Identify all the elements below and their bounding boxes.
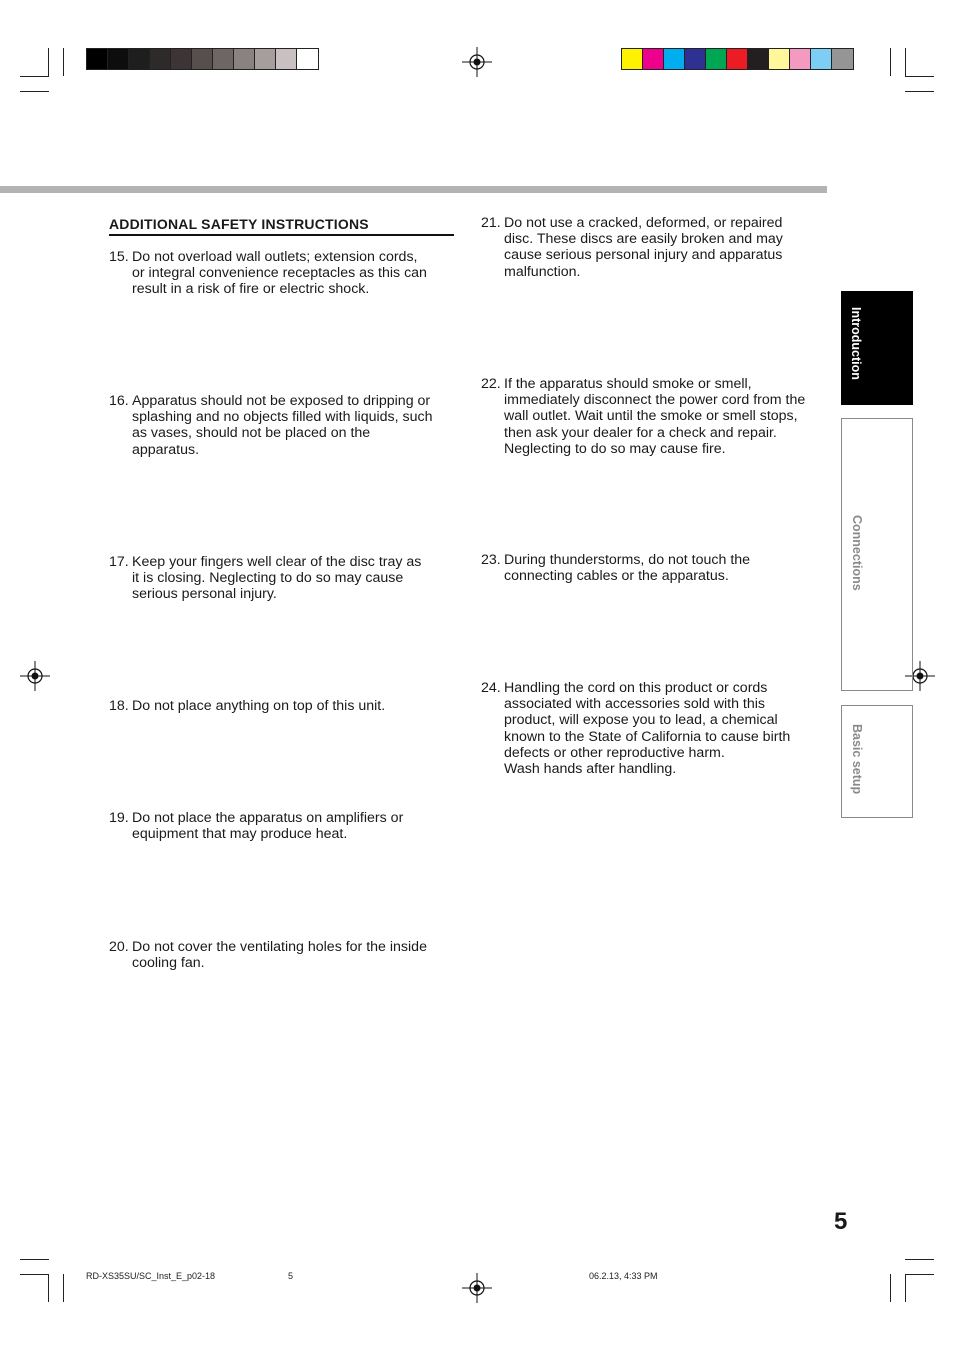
item-text-line: Wash hands after handling.: [504, 761, 677, 778]
item-number: 24.: [481, 680, 501, 696]
tab-connections[interactable]: [841, 418, 913, 691]
color-swatch: [276, 49, 297, 69]
tab-basic-setup[interactable]: [841, 705, 913, 818]
item-text-line: Handling the cord on this product or cords: [504, 680, 768, 696]
list-item: [109, 810, 459, 842]
color-swatch: [685, 49, 706, 69]
list-item: [109, 393, 459, 458]
item-text-line: Keep your fingers well clear of the disc tray as: [132, 554, 422, 570]
item-text: [109, 554, 459, 603]
item-text: [481, 680, 831, 777]
color-swatch: [297, 49, 318, 69]
item-text-line: wall outlet. Wait until the smoke or smell stops,: [504, 408, 798, 425]
item-text-line: product, will expose you to lead, a chemical: [504, 712, 778, 729]
item-text-line: known to the State of California to cause birth: [504, 728, 791, 745]
footer-timestamp: 06.2.13, 4:33 PM: [589, 1271, 658, 1281]
list-item: [481, 680, 831, 777]
color-swatch: [87, 49, 108, 69]
item-text-line: disc. These discs are easily broken and may: [504, 231, 783, 248]
item-text: [109, 939, 459, 971]
list-item: [109, 249, 459, 298]
item-text-line: connecting cables or the apparatus.: [504, 568, 729, 585]
item-text: [481, 376, 831, 457]
list-item: [481, 376, 831, 457]
item-text-line: Do not place the apparatus on amplifiers or: [132, 810, 404, 826]
color-swatch: [171, 49, 192, 69]
color-swatch: [213, 49, 234, 69]
item-text-line: apparatus.: [132, 441, 200, 458]
registration-target-icon: [462, 47, 492, 77]
page-number: 5: [834, 1208, 848, 1235]
item-number: 15.: [109, 249, 129, 265]
item-text-line: cooling fan.: [132, 955, 205, 972]
item-number: 17.: [109, 554, 129, 570]
header-rule: [0, 186, 827, 193]
list-item: [481, 552, 831, 584]
color-swatch: [129, 49, 150, 69]
color-calibration-bar: [621, 48, 854, 70]
item-number: 21.: [481, 215, 501, 231]
item-number: 20.: [109, 939, 129, 955]
item-text-line: as vases, should not be placed on the: [132, 425, 371, 442]
color-swatch: [622, 49, 643, 69]
item-text-line: associated with accessories sold with this: [504, 696, 766, 713]
item-text-line: Apparatus should not be exposed to dripping or: [132, 393, 431, 409]
item-text-line: Do not place anything on top of this unit.: [132, 698, 386, 714]
item-text-line: Neglecting to do so may cause fire.: [504, 440, 726, 457]
item-text-line: immediately disconnect the power cord from the: [504, 392, 806, 409]
item-text: [109, 393, 459, 458]
tab-label: Connections: [850, 515, 864, 591]
tab-label: Basic setup: [850, 724, 864, 795]
item-text-line: During thunderstorms, do not touch the: [504, 552, 751, 568]
item-number: 22.: [481, 376, 501, 392]
color-swatch: [811, 49, 832, 69]
color-swatch: [832, 49, 853, 69]
color-swatch: [727, 49, 748, 69]
item-text: [109, 698, 459, 714]
footer-filename: RD-XS35SU/SC_Inst_E_p02-18: [86, 1271, 216, 1281]
item-text-line: Do not use a cracked, deformed, or repaired: [504, 215, 783, 231]
grayscale-calibration-bar: [86, 48, 319, 70]
color-swatch: [748, 49, 769, 69]
tab-label: Introduction: [849, 307, 863, 380]
item-text-line: result in a risk of fire or electric shock.: [132, 281, 370, 298]
list-item: [481, 215, 831, 280]
tab-introduction[interactable]: [841, 291, 913, 405]
color-swatch: [664, 49, 685, 69]
footer-page: 5: [288, 1271, 294, 1281]
item-text-line: serious personal injury.: [132, 586, 277, 603]
color-swatch: [255, 49, 276, 69]
item-text-line: it is closing. Neglecting to do so may cause: [132, 570, 404, 587]
item-number: 16.: [109, 393, 129, 409]
item-text-line: cause serious personal injury and apparatus: [504, 247, 783, 264]
item-text-line: malfunction.: [504, 263, 581, 280]
color-swatch: [706, 49, 727, 69]
item-text: [109, 810, 459, 842]
item-text-line: If the apparatus should smoke or smell,: [504, 376, 752, 392]
item-text: [481, 552, 831, 584]
color-swatch: [192, 49, 213, 69]
color-swatch: [790, 49, 811, 69]
color-swatch: [643, 49, 664, 69]
color-swatch: [150, 49, 171, 69]
item-text: [109, 249, 459, 298]
item-text-line: splashing and no objects filled with liquids, such: [132, 409, 433, 426]
color-swatch: [108, 49, 129, 69]
item-number: 19.: [109, 810, 129, 826]
section-heading: ADDITIONAL SAFETY INSTRUCTIONS: [109, 216, 454, 236]
color-swatch: [769, 49, 790, 69]
item-number: 18.: [109, 698, 129, 714]
item-text-line: equipment that may produce heat.: [132, 826, 348, 843]
item-text: [481, 215, 831, 280]
item-text-line: Do not overload wall outlets; extension cords,: [132, 249, 418, 265]
registration-target-icon: [462, 1273, 492, 1303]
item-text-line: or integral convenience receptacles as this can: [132, 265, 427, 282]
list-item: [109, 554, 459, 603]
registration-target-icon: [20, 661, 50, 691]
item-text-line: defects or other reproductive harm.: [504, 744, 725, 761]
item-text-line: Do not cover the ventilating holes for the inside: [132, 939, 427, 955]
item-number: 23.: [481, 552, 501, 568]
list-item: [109, 939, 459, 971]
list-item: [109, 698, 459, 714]
item-text-line: then ask your dealer for a check and repair.: [504, 424, 777, 441]
color-swatch: [234, 49, 255, 69]
